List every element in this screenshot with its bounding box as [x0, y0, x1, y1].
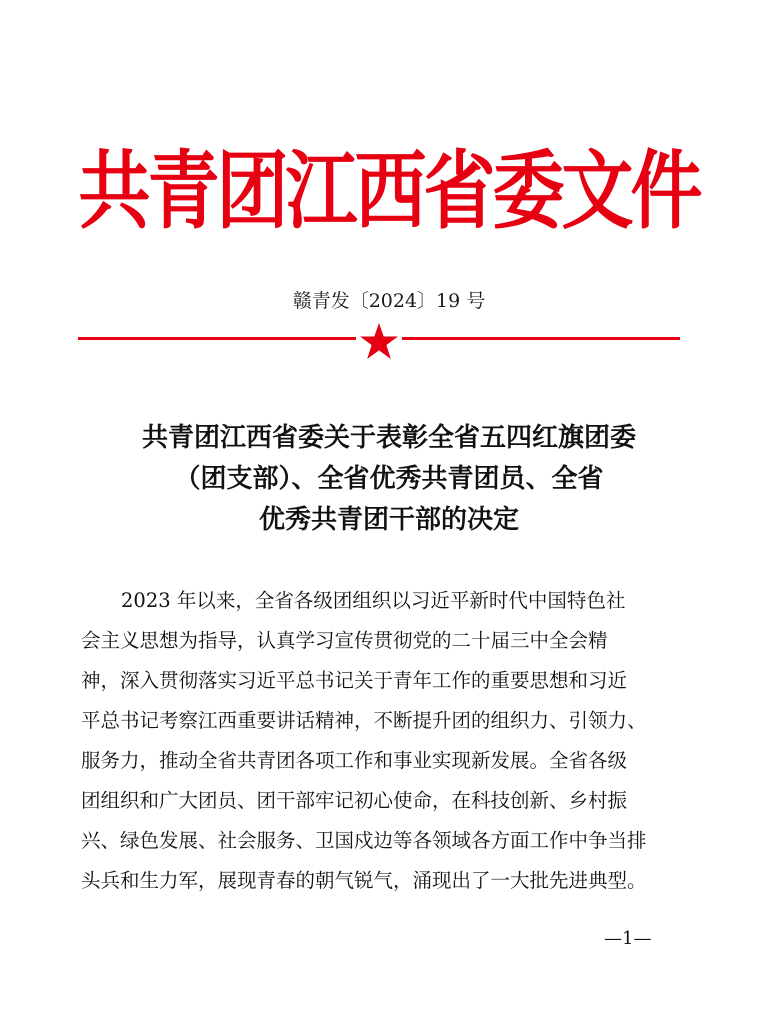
body-line: 神，深入贯彻落实习近平总书记关于青年工作的重要思想和习近	[81, 669, 628, 692]
title-line: 优秀共青团干部的决定	[258, 505, 519, 535]
body-line: 服务力，推动全省共青团各项工作和事业实现新发展。全省各级	[81, 749, 628, 772]
star-icon	[359, 321, 399, 361]
document-title	[60, 418, 718, 541]
divider-line-left	[78, 337, 356, 340]
page-number: —1—	[604, 928, 652, 949]
body-line: 兴、绿色发展、社会服务、卫国戍边等各领域各方面工作中争当排	[81, 829, 647, 852]
body-line: 团组织和广大团员、团干部牢记初心使命，在科技创新、乡村振	[81, 789, 628, 812]
red-divider	[78, 321, 680, 361]
title-line: 共青团江西省委关于表彰全省五四红旗团委	[141, 423, 636, 453]
document-number: 赣青发〔2024〕19 号	[292, 290, 486, 312]
body-line: 2023 年以来，全省各级团组织以习近平新时代中国特色社	[121, 589, 626, 612]
title-line: （团支部）、全省优秀共青团员、全省	[174, 464, 604, 494]
document-body	[81, 581, 696, 901]
document-masthead: 共青团江西省委文件	[78, 140, 700, 241]
body-line: 会主义思想为指导，认真学习宣传贯彻党的二十届三中全会精	[81, 629, 608, 652]
body-line: 头兵和生力军，展现青春的朝气锐气，涌现出了一大批先进典型。	[81, 869, 647, 892]
divider-line-right	[402, 337, 680, 340]
body-line: 平总书记考察江西重要讲话精神，不断提升团的组织力、引领力、	[81, 709, 647, 732]
